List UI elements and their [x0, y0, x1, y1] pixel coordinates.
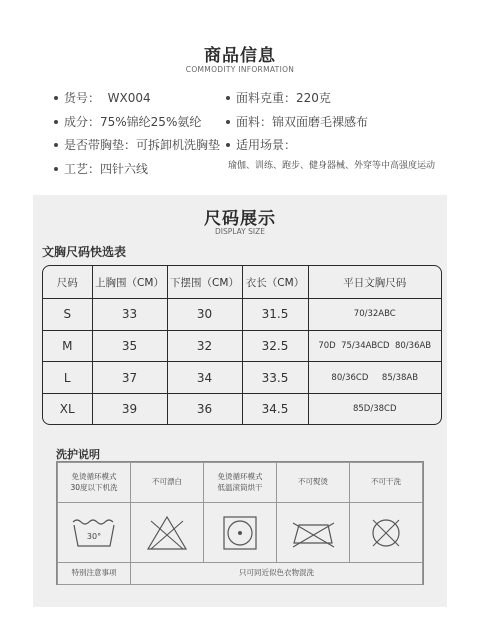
- care-table: [56, 461, 424, 585]
- info-item-fabric: [226, 113, 368, 130]
- info-item-craft: [54, 160, 148, 177]
- header-cell: 上胸围（CM）: [92, 266, 167, 299]
- care-label: 不可漂白: [131, 463, 204, 503]
- info-item-padding: [54, 136, 220, 153]
- quick-select-title: 文胸尺码快选表: [42, 245, 127, 259]
- info-item-composition: [54, 113, 201, 130]
- size-cell: L: [43, 362, 92, 394]
- care-icon-cell: [204, 503, 277, 563]
- bullet-icon: [226, 120, 230, 124]
- info-subtitle: COMMODITY INFORMATION: [185, 65, 295, 74]
- bullet-icon: [54, 167, 58, 171]
- header-cell: 平日文胸尺码: [308, 266, 441, 299]
- size-table-header: [43, 266, 441, 299]
- care-footer-row: [58, 563, 423, 585]
- care-label: 免烫循环模式 低温滚筒烘干: [204, 463, 277, 503]
- care-label: 不可干洗: [350, 463, 423, 503]
- wash-temp-label: 30°: [86, 531, 102, 541]
- bullet-icon: [54, 143, 58, 147]
- table-row: [43, 362, 441, 394]
- bra-size-cell: 70/32ABC: [308, 299, 441, 331]
- header-cell: 尺码: [43, 266, 92, 299]
- table-row: [43, 330, 441, 362]
- bullet-icon: [54, 96, 58, 100]
- care-label: 不可熨烫: [277, 463, 350, 503]
- info-item-text: 面料：锦双面磨毛裸感布: [236, 115, 369, 129]
- size-cell: XL: [43, 393, 92, 424]
- table-cell: 35: [92, 330, 167, 362]
- care-label: 免烫循环模式 30度以下机洗: [58, 463, 131, 503]
- tumble-dry-low-icon: [220, 513, 260, 553]
- no-bleach-icon: [145, 514, 189, 552]
- table-cell: 33.5: [242, 362, 308, 394]
- bullet-icon: [226, 143, 230, 147]
- bra-size-cell: 80/36CD 85/38AB: [308, 362, 441, 394]
- table-cell: 30: [167, 299, 242, 331]
- info-item-code: [54, 89, 151, 106]
- bra-size-cell: 70D 75/34ABCD 80/36AB: [308, 330, 441, 362]
- bullet-icon: [226, 96, 230, 100]
- care-icon-cell: [58, 503, 131, 563]
- care-icon-cell: [350, 503, 423, 563]
- info-item-text: 成分：75%锦纶25%氨纶: [64, 115, 202, 129]
- table-row: [43, 393, 441, 424]
- no-iron-icon: [288, 515, 338, 551]
- care-icon-row: [58, 503, 423, 563]
- info-item-text: 工艺：四针六线: [64, 162, 149, 176]
- size-table: [42, 265, 442, 425]
- care-header-row: [58, 463, 423, 503]
- info-item-weight: [226, 89, 331, 106]
- info-item-scene: [226, 136, 296, 153]
- table-cell: 32: [167, 330, 242, 362]
- size-cell: S: [43, 299, 92, 331]
- table-cell: 34: [167, 362, 242, 394]
- header-cell: 下摆围（CM）: [167, 266, 242, 299]
- table-cell: 31.5: [242, 299, 308, 331]
- table-cell: 37: [92, 362, 167, 394]
- care-icon-cell: [277, 503, 350, 563]
- wash-30-icon: [70, 516, 118, 550]
- table-cell: 33: [92, 299, 167, 331]
- info-item-text: 面料克重：220克: [236, 91, 331, 105]
- info-item-scene-detail: [228, 158, 435, 171]
- no-dryclean-icon: [366, 513, 406, 553]
- table-cell: 34.5: [242, 393, 308, 424]
- size-title: 尺码展示: [204, 209, 276, 229]
- table-row: [43, 299, 441, 331]
- table-cell: 32.5: [242, 330, 308, 362]
- info-item-text: 适用场景：: [236, 138, 297, 152]
- table-cell: 36: [167, 393, 242, 424]
- bullet-icon: [54, 120, 58, 124]
- care-footer-text: 只可同近似色衣物混洗: [131, 563, 423, 585]
- info-item-text: 货号： WX004: [64, 91, 151, 105]
- info-item-text: 瑜伽、训练、跑步、健身器械、外穿等中高强度运动: [228, 161, 436, 171]
- bra-size-cell: 85D/38CD: [308, 393, 441, 424]
- care-footer-label: 特别注意事项: [58, 563, 131, 585]
- header-cell: 衣长（CM）: [242, 266, 308, 299]
- size-subtitle: DISPLAY SIZE: [215, 227, 265, 236]
- info-item-text: 是否带胸垫：可拆卸机洗胸垫: [64, 138, 221, 152]
- size-cell: M: [43, 330, 92, 362]
- care-icon-cell: [131, 503, 204, 563]
- care-title: 洗护说明: [56, 448, 100, 461]
- info-title: 商品信息: [204, 46, 276, 66]
- table-cell: 39: [92, 393, 167, 424]
